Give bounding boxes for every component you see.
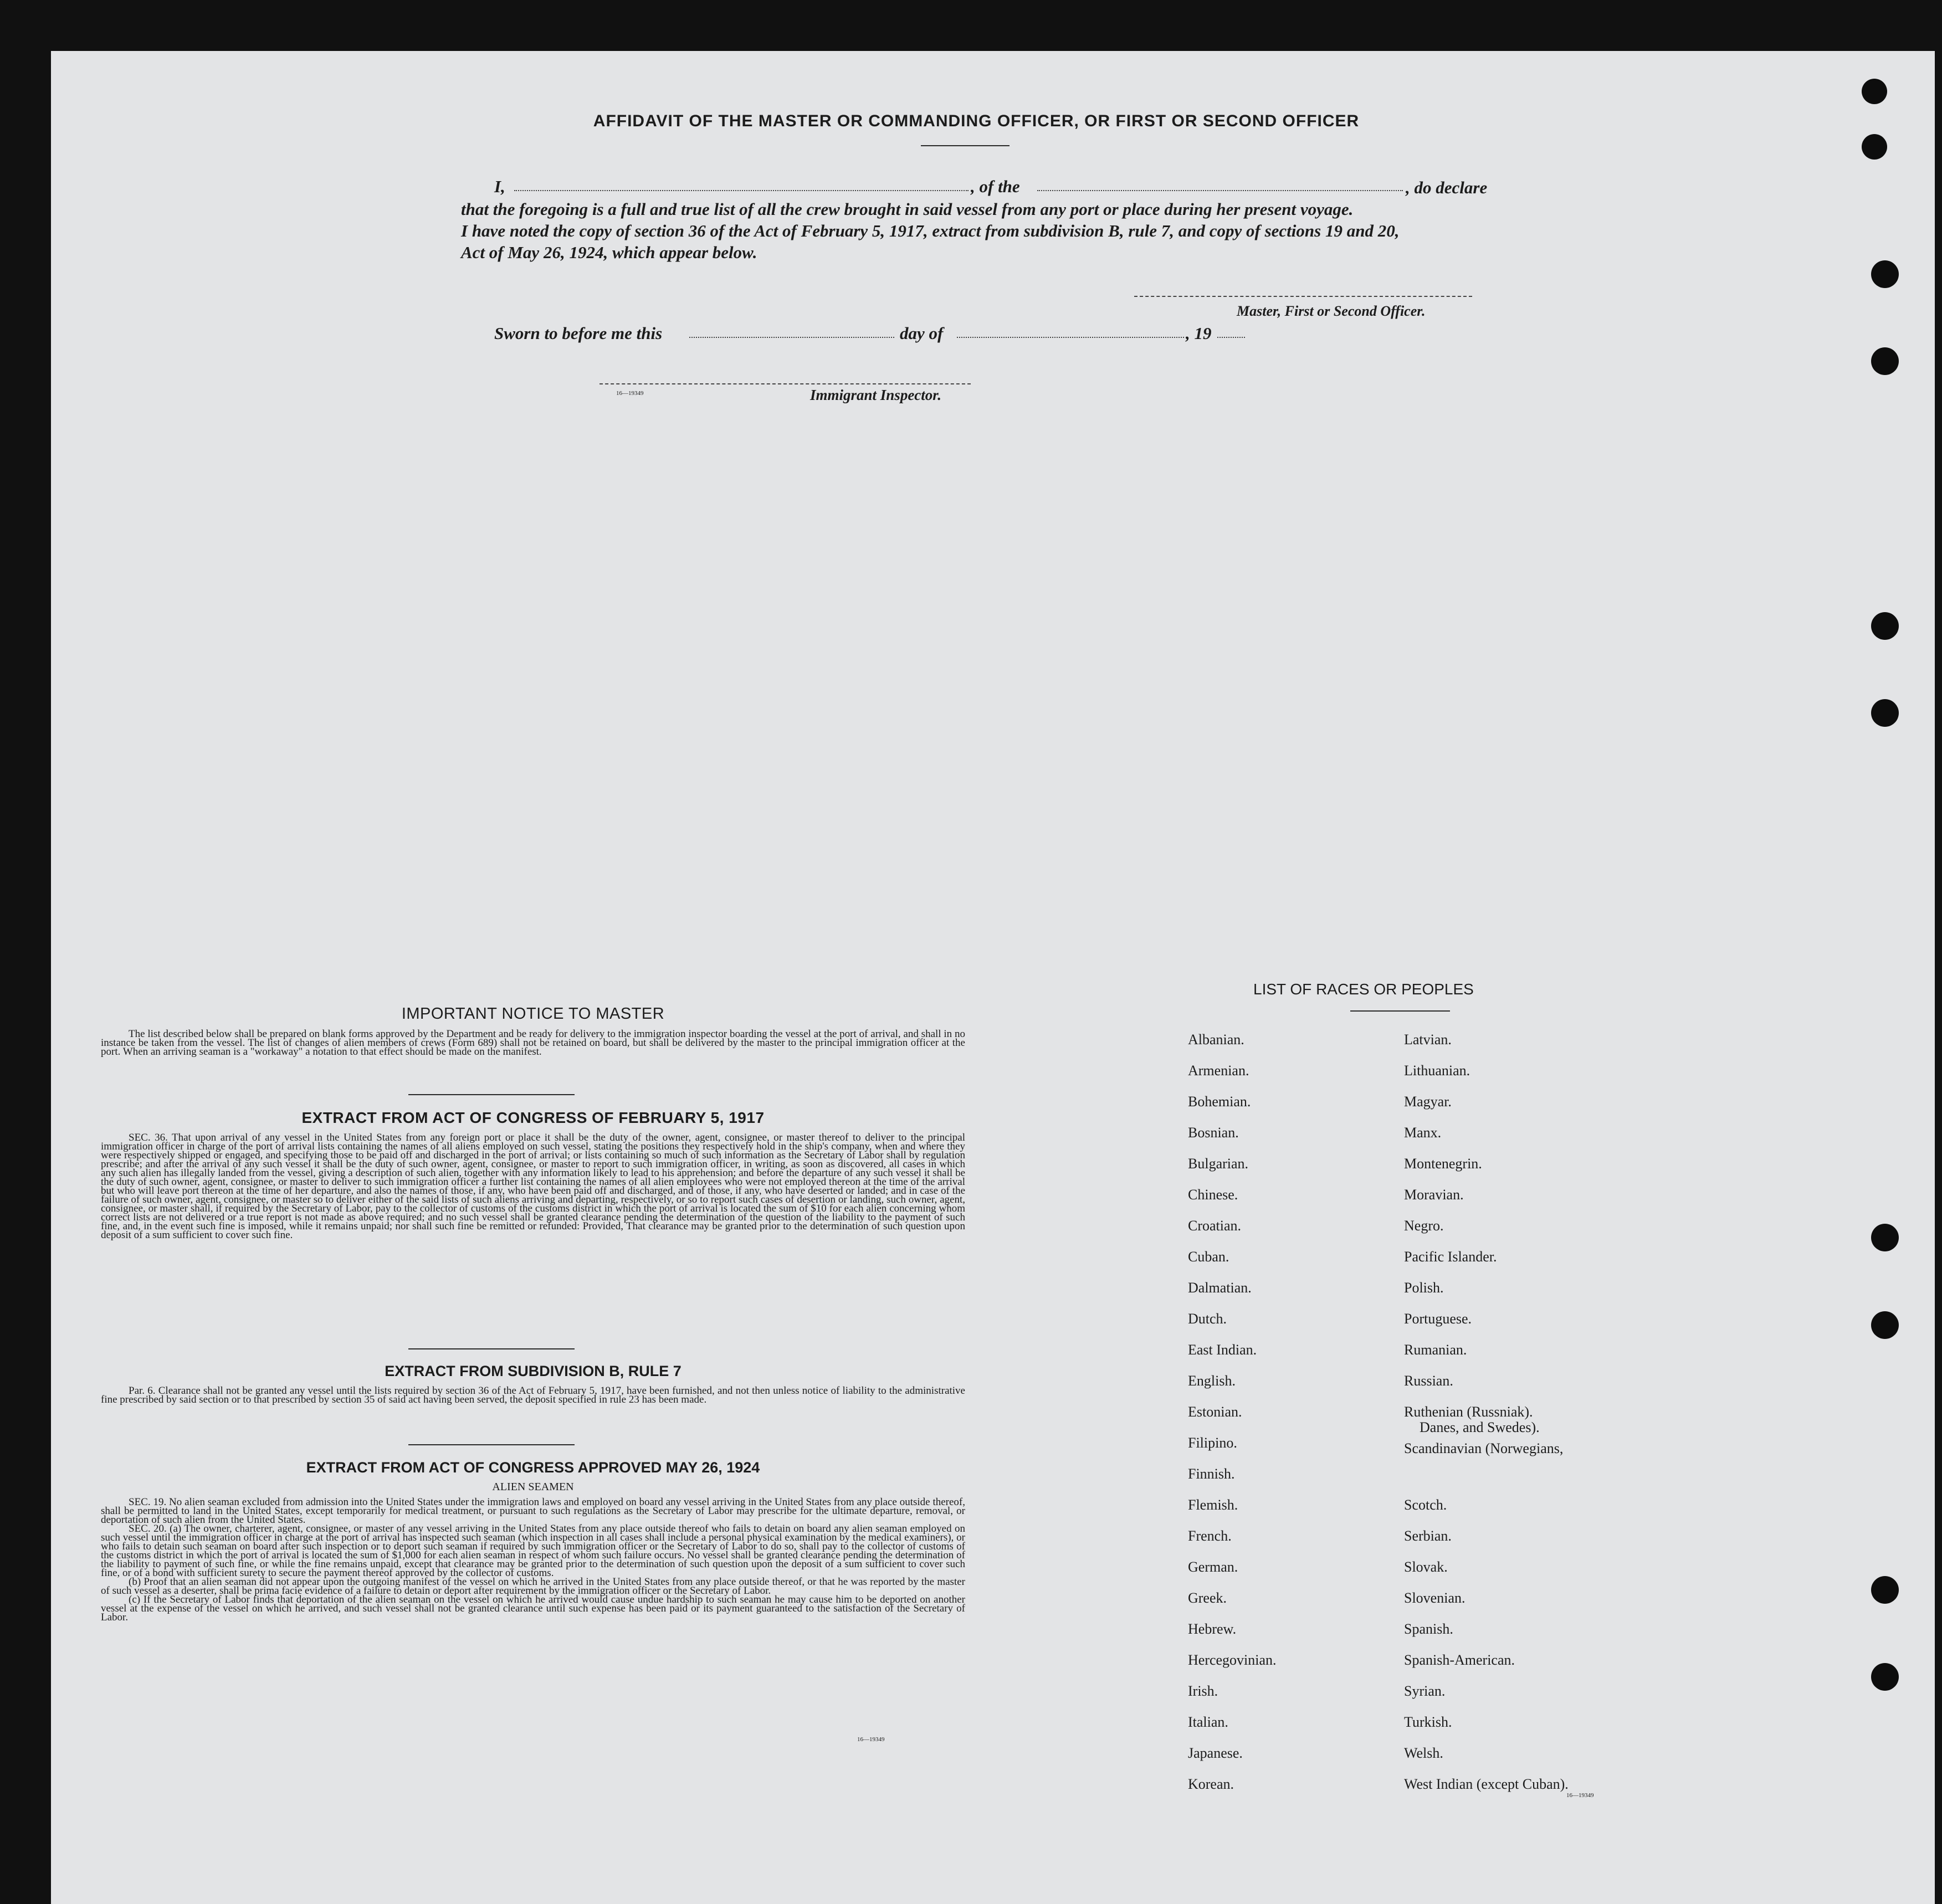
declaration-line-2: that the foregoing is a full and true list of all the crew brought in said vessel from any port or place during her present voyage. (461, 199, 1354, 219)
sec20b-body: (b) Proof that an alien seaman did not appear upon the outgoing manifest of the vessel on which he arrived in the United States from any place outside thereof, or that he was reported by the master of such vessel as a deserter, shall be prima facie evidence of a failure to detain or deport after requirement by the immigration officer or the Secretary of Labor. (101, 1576, 965, 1597)
do-declare-label: , do declare (1406, 178, 1488, 197)
affidavit-title: AFFIDAVIT OF THE MASTER OR COMMANDING OFFICER, OR FIRST OR SECOND OFFICER (593, 112, 1360, 130)
extract-1924-section (101, 1459, 965, 1622)
sec19-body: SEC. 19. No alien seaman excluded from admission into the United States under the immigration laws and employed on board any vessel arriving in the United States from any place outside thereof, shall be permitted to land in the United States, except temporarily for medical treatment, or pursuant to such regulations as the Secretary of Labor may prescribe for the ultimate departure, removal, or deportation of such alien from the United States. (101, 1496, 965, 1526)
title-underline (921, 145, 1010, 146)
race-item: Slovenian. (1404, 1590, 1466, 1606)
punch-hole (1862, 134, 1887, 160)
punch-hole (1871, 1663, 1899, 1691)
race-item: Hercegovinian. (1188, 1652, 1277, 1668)
sec20a-body: SEC. 20. (a) The owner, charterer, agent, consignee, or master of any vessel arriving in the United States from any place outside thereof who fails to detain on board any alien seaman employed on such vessel until the immigration officer in charge at the port of arrival has inspected such seaman (which inspection in all cases shall include a personal physical examination by the medical examiners), or who fails to detain such seaman on board after such inspection or to deport such seaman if required by such immigration officer or the Secretary of Labor to do so, shall pay to the collector of customs of the customs district in which the port of arrival is located the sum of $1,000 for each alien seaman in respect of whom such failure occurs. No vessel shall be granted clearance pending the determination of the liability to payment of such fine, or while the fine remains unpaid, except that clearance may be granted prior to the determination of such question upon the deposit of a sum sufficient to cover such fine, or of a bond with sufficient surety to secure the payment thereof approved by the collector of customs. (101, 1523, 965, 1579)
race-item: Irish. (1188, 1683, 1218, 1699)
i-label: I, (494, 177, 505, 196)
race-item: Portuguese. (1404, 1311, 1472, 1327)
races-title: LIST OF RACES OR PEOPLES (1253, 981, 1474, 998)
sworn-month-blank[interactable] (957, 337, 1184, 338)
race-item: Flemish. (1188, 1497, 1238, 1513)
race-item: German. (1188, 1559, 1238, 1575)
section-divider (408, 1444, 575, 1445)
punch-hole (1871, 347, 1899, 375)
races-form-number: 16—19349 (1566, 1792, 1594, 1799)
race-item: Welsh. (1404, 1745, 1443, 1761)
race-item: Hebrew. (1188, 1621, 1237, 1637)
race-item: Syrian. (1404, 1683, 1446, 1699)
declaration-line-1 (494, 176, 1547, 198)
race-item: Spanish-American. (1404, 1652, 1515, 1668)
punch-hole (1862, 79, 1887, 104)
extract-1917-body: SEC. 36. That upon arrival of any vessel in the United States from any foreign port or place it shall be the duty of the owner, agent, consignee, or master thereof to deliver to the principal immigration officer in charge of the port of arrival lists containing the names of all aliens employed on such vessel, stating the positions they respectively hold in the ship's company, when and where they were respectively shipped or engaged, and specifying those to be paid off and discharged in the port of arrival; or lists containing so much of such information as the Secretary of Labor shall by regulation prescribe; and after the arrival of any such vessel it shall be the duty of such owner, agent, consignee, or master to report to such immigration officer, in writing, as soon as discovered, all cases in which any such alien has illegally landed from the vessel, giving a description of such alien, together with any information likely to lead to his apprehension; and before the departure of any such vessel it shall be the duty of such owner, agent, consignee, or master to deliver to such immigration officer a further list containing the names of all alien employees who were not employed thereon at the time of the arrival but who will leave port thereon at the time of her departure, and also the names of those, if any, who have been paid off and discharged, and of those, if any, who have deserted or landed; and in case of the failure of such owner, agent, consignee, or master so to deliver either of the said lists of such aliens arriving and departing, respectively, or so to report such cases of desertion or landing, such owner, agent, consignee, or master shall, if required by the Secretary of Labor, pay to the collector of customs of the customs district in which the port of arrival is located the sum of $10 for each alien concerning whom correct lists are not delivered or a true report is not made as above required; and no such vessel shall be granted clearance pending the determination of the question of the liability to the payment of such fine, and, in the event such fine is imposed, while it remains unpaid; nor shall such fine be remitted or refunded: Provided, That clearance may be granted prior to the determination of such question upon deposit of a sum sufficient to cover such fine. (101, 1132, 965, 1241)
race-item: Ruthenian (Russniak). (1404, 1404, 1533, 1420)
race-item: Polish. (1404, 1280, 1444, 1296)
race-item: Pacific Islander. (1404, 1249, 1497, 1265)
sworn-year-blank[interactable] (1217, 337, 1245, 338)
race-item: Danes, and Swedes). (1420, 1419, 1540, 1435)
extract-form-number: 16—19349 (857, 1736, 885, 1743)
punch-hole (1871, 1576, 1899, 1604)
races-title-underline (1350, 1010, 1450, 1012)
race-item: Cuban. (1188, 1249, 1229, 1265)
race-item: Filipino. (1188, 1435, 1237, 1451)
rule7-section (101, 1363, 965, 1404)
race-item: Scotch. (1404, 1497, 1447, 1513)
race-item: English. (1188, 1373, 1236, 1389)
sec20c-body: (c) If the Secretary of Labor finds that deportation of the alien seaman on the vessel on which he arrived would cause undue hardship to such seaman he may cause him to be deported on another vessel at the expense of the vessel on which he arrived, and such vessel shall not be granted clearance until such expense has been paid or its payment guaranteed to the satisfaction of the Secretary of Labor. (101, 1594, 965, 1623)
name-blank[interactable] (514, 190, 969, 191)
notice-title: IMPORTANT NOTICE TO MASTER (401, 1005, 665, 1023)
race-item: Scandinavian (Norwegians, (1404, 1440, 1564, 1456)
race-item: Estonian. (1188, 1404, 1242, 1420)
master-label: Master, First or Second Officer. (1237, 303, 1426, 319)
punch-hole (1871, 260, 1899, 288)
race-item: Negro. (1404, 1218, 1444, 1234)
section-divider (408, 1094, 575, 1095)
race-item: Bosnian. (1188, 1125, 1239, 1141)
race-item: Dutch. (1188, 1311, 1227, 1327)
race-item: Korean. (1188, 1776, 1234, 1792)
race-item: Dalmatian. (1188, 1280, 1252, 1296)
extract-1924-title: EXTRACT FROM ACT OF CONGRESS APPROVED MAY 26, 1924 (306, 1459, 760, 1476)
declaration-line-3: I have noted the copy of section 36 of the Act of February 5, 1917, extract from subdivision B, rule 7, and copy of sections 19 and 20, (461, 221, 1400, 240)
sworn-label: Sworn to before me this (494, 324, 663, 343)
day-of-label: day of (900, 324, 944, 343)
race-item: Croatian. (1188, 1218, 1242, 1234)
punch-hole (1871, 699, 1899, 727)
declaration-line-4: Act of May 26, 1924, which appear below. (461, 243, 757, 262)
extract-1917-section (101, 1109, 965, 1240)
extract-1917-title: EXTRACT FROM ACT OF CONGRESS OF FEBRUARY 5, 1917 (301, 1109, 765, 1126)
notice-body: The list described below shall be prepared on blank forms approved by the Department and be ready for delivery to the immigration inspector boarding the vessel at the port of arrival, and shall in no instance be taken from the vessel. The list of changes of alien members of crews (Form 689) shall not be retained on board, but shall be delivered by the master to the principal immigration officer at the port. When an arriving seaman is a "workaway" a notation to that effect should be made on the manifest. (101, 1028, 965, 1058)
vessel-blank[interactable] (1037, 190, 1403, 191)
race-item: Rumanian. (1404, 1342, 1467, 1358)
race-item: Chinese. (1188, 1187, 1238, 1203)
race-item: Bulgarian. (1188, 1156, 1249, 1172)
race-item: Greek. (1188, 1590, 1227, 1606)
master-signature-blank[interactable] (1134, 296, 1472, 297)
race-item: Albanian. (1188, 1031, 1244, 1048)
race-item: Manx. (1404, 1125, 1442, 1141)
punch-hole (1871, 1224, 1899, 1251)
sworn-day-blank[interactable] (689, 337, 894, 338)
race-item: Lithuanian. (1404, 1063, 1470, 1079)
race-item: Latvian. (1404, 1031, 1452, 1048)
section-divider (408, 1348, 575, 1349)
sworn-line (494, 322, 1325, 345)
punch-hole (1871, 612, 1899, 640)
of-the-label: , of the (971, 177, 1020, 196)
race-item: Bohemian. (1188, 1094, 1251, 1110)
document-page (51, 51, 1935, 1904)
race-item: Serbian. (1404, 1528, 1452, 1544)
race-item: Moravian. (1404, 1187, 1464, 1203)
race-item: Russian. (1404, 1373, 1453, 1389)
race-item: East Indian. (1188, 1342, 1257, 1358)
inspector-label: Immigrant Inspector. (810, 387, 942, 403)
race-item: Montenegrin. (1404, 1156, 1482, 1172)
race-item: Armenian. (1188, 1063, 1249, 1079)
rule7-body: Par. 6. Clearance shall not be granted any vessel until the lists required by section 36 of the Act of February 5, 1917, have been furnished, and not then unless notice of liability to the administrative fine prescribed by said section or to that prescribed by section 35 of said act having been served, the deposit specified in rule 23 has been made. (101, 1385, 965, 1405)
rule7-title: EXTRACT FROM SUBDIVISION B, RULE 7 (385, 1363, 682, 1379)
race-item: Finnish. (1188, 1466, 1235, 1482)
race-item: Slovak. (1404, 1559, 1448, 1575)
year-label: , 19 (1186, 324, 1212, 343)
race-item: Magyar. (1404, 1094, 1452, 1110)
race-item: French. (1188, 1528, 1232, 1544)
race-item: Turkish. (1404, 1714, 1452, 1730)
alien-seamen-subtitle: ALIEN SEAMEN (492, 1481, 574, 1493)
race-item: Spanish. (1404, 1621, 1453, 1637)
notice-section (101, 1005, 965, 1056)
inspector-signature-blank[interactable] (599, 383, 971, 384)
affidavit-form-number: 16—19349 (616, 390, 644, 397)
race-item: Italian. (1188, 1714, 1228, 1730)
race-item: West Indian (except Cuban). (1404, 1776, 1569, 1792)
punch-hole (1871, 1311, 1899, 1339)
race-item: Japanese. (1188, 1745, 1243, 1761)
